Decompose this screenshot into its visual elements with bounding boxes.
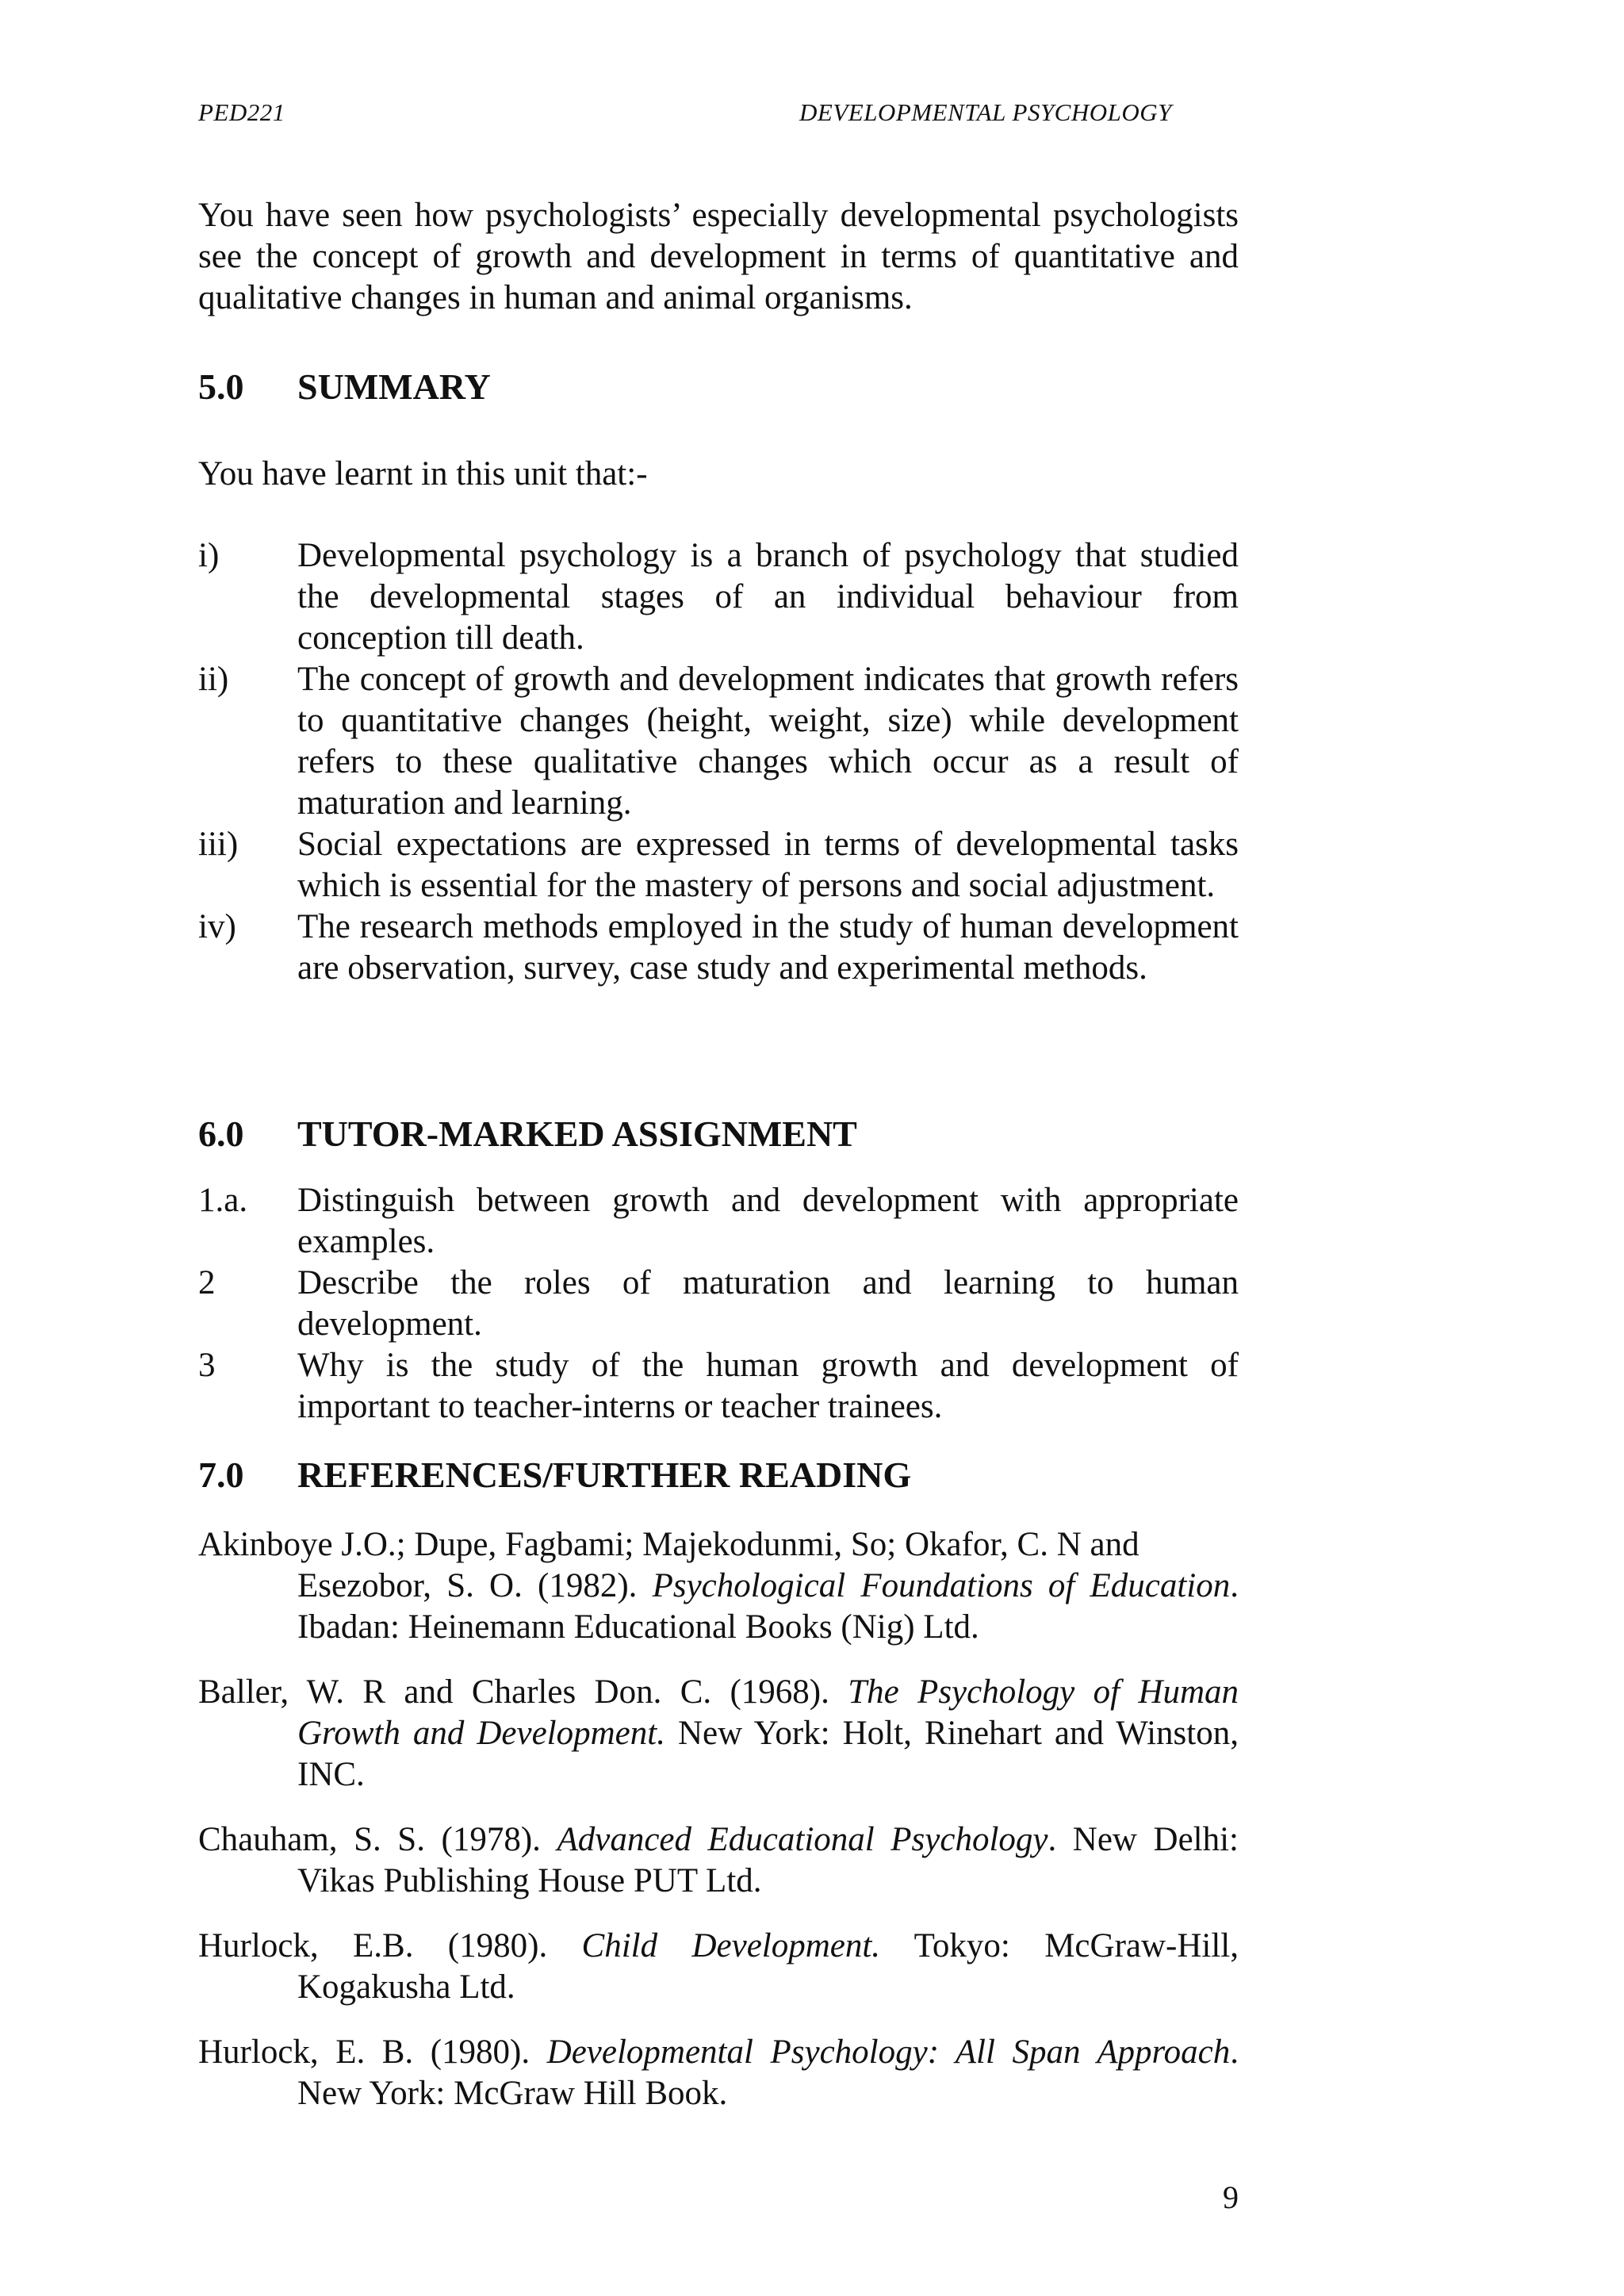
list-item xyxy=(198,659,1239,824)
reference-entry xyxy=(198,1926,1239,2008)
section-heading-summary xyxy=(198,365,491,409)
reference-text: Hurlock, E.B. (1980). xyxy=(198,1927,582,1964)
reference-first-line: Akinboye J.O.; Dupe, Fagbami; Majekodunmi, So; Okafor, C. N and xyxy=(198,1526,1139,1563)
list-item-label: iii) xyxy=(198,826,239,863)
section-title: REFERENCES/FURTHER READING xyxy=(297,1455,912,1495)
reference-title: The Psychology of Human Growth and Development. xyxy=(297,1673,1239,1752)
list-item-text: Describe the roles of maturation and learning to human development. xyxy=(297,1264,1239,1343)
reference-title: Developmental Psychology: All Span Approach xyxy=(546,2033,1231,2071)
section-title: TUTOR-MARKED ASSIGNMENT xyxy=(297,1114,857,1154)
page-number: 9 xyxy=(1223,2179,1239,2215)
reference-text: Chauham, S. S. (1978). xyxy=(198,1821,557,1858)
section-number: 6.0 xyxy=(198,1114,244,1154)
section-number: 5.0 xyxy=(198,366,244,407)
list-item-label: ii) xyxy=(198,661,229,698)
list-item-text: The research methods employed in the study of human development are observation, survey, case study and experimental methods. xyxy=(297,908,1239,987)
list-item-label: iv) xyxy=(198,908,236,945)
header-course-title: DEVELOPMENTAL PSYCHOLOGY xyxy=(799,98,1172,126)
reference-title: Child Development. xyxy=(581,1927,881,1964)
summary-list xyxy=(198,535,1239,989)
reference-text: Esezobor, S. O. (1982). xyxy=(297,1567,653,1604)
reference-title: Psychological Foundations of Education xyxy=(652,1567,1231,1604)
section-number: 7.0 xyxy=(198,1455,244,1495)
reference-entry xyxy=(198,1672,1239,1796)
list-item-label: 2 xyxy=(198,1264,216,1301)
reference-title: Advanced Educational Psychology xyxy=(557,1821,1048,1858)
list-item-text: The concept of growth and development indicates that growth refers to quantitative changes (height, weight, size) while development refers to these qualitative changes which occur as a result of maturation and learning. xyxy=(297,661,1239,822)
reference-text: . Ibadan: Heinemann Educational Books (Nig) Ltd. xyxy=(297,1567,1239,1646)
section-heading-references xyxy=(198,1453,911,1497)
list-item-label: 1.a. xyxy=(198,1182,248,1219)
reference-entry xyxy=(198,2032,1239,2114)
section-title: SUMMARY xyxy=(297,366,491,407)
reference-entry xyxy=(198,1524,1239,1648)
section-heading-assignment xyxy=(198,1112,857,1156)
list-item-text: Why is the study of the human growth and development of important to teacher-interns or teacher trainees. xyxy=(297,1347,1239,1425)
reference-text: . New York: McGraw Hill Book. xyxy=(297,2033,1239,2112)
reference-continuation xyxy=(198,1566,1239,1648)
reference-text: Hurlock, E. B. (1980). xyxy=(198,2033,547,2071)
reference-text: New York: Holt, Rinehart and Winston, INC. xyxy=(297,1715,1239,1793)
reference-text: . New Delhi: Vikas Publishing House PUT Ltd. xyxy=(297,1821,1239,1899)
reference-entry xyxy=(198,1819,1239,1902)
assignment-list xyxy=(198,1180,1239,1428)
list-item xyxy=(198,1345,1239,1428)
list-item-text: Social expectations are expressed in terms of developmental tasks which is essential for the mastery of persons and social adjustment. xyxy=(297,826,1239,904)
summary-lead: You have learnt in this unit that:- xyxy=(198,455,648,493)
list-item xyxy=(198,907,1239,989)
reference-text: Baller, W. R and Charles Don. C. (1968). xyxy=(198,1673,848,1711)
list-item xyxy=(198,824,1239,907)
list-item-text: Distinguish between growth and development with appropriate examples. xyxy=(297,1182,1239,1260)
list-item xyxy=(198,1180,1239,1263)
list-item xyxy=(198,1263,1239,1345)
list-item-text: Developmental psychology is a branch of psychology that studied the developmental stages of an individual behaviour from conception till death. xyxy=(297,537,1239,657)
list-item-label: 3 xyxy=(198,1347,216,1384)
intro-paragraph: You have seen how psychologists’ especially developmental psychologists see the concept of growth and development in terms of quantitative and qualitative changes in human and animal organisms. xyxy=(198,197,1239,316)
list-item xyxy=(198,535,1239,659)
list-item-label: i) xyxy=(198,537,220,574)
reference-text: Tokyo: McGraw-Hill, Kogakusha Ltd. xyxy=(297,1927,1239,2006)
header-course-code: PED221 xyxy=(198,98,285,126)
